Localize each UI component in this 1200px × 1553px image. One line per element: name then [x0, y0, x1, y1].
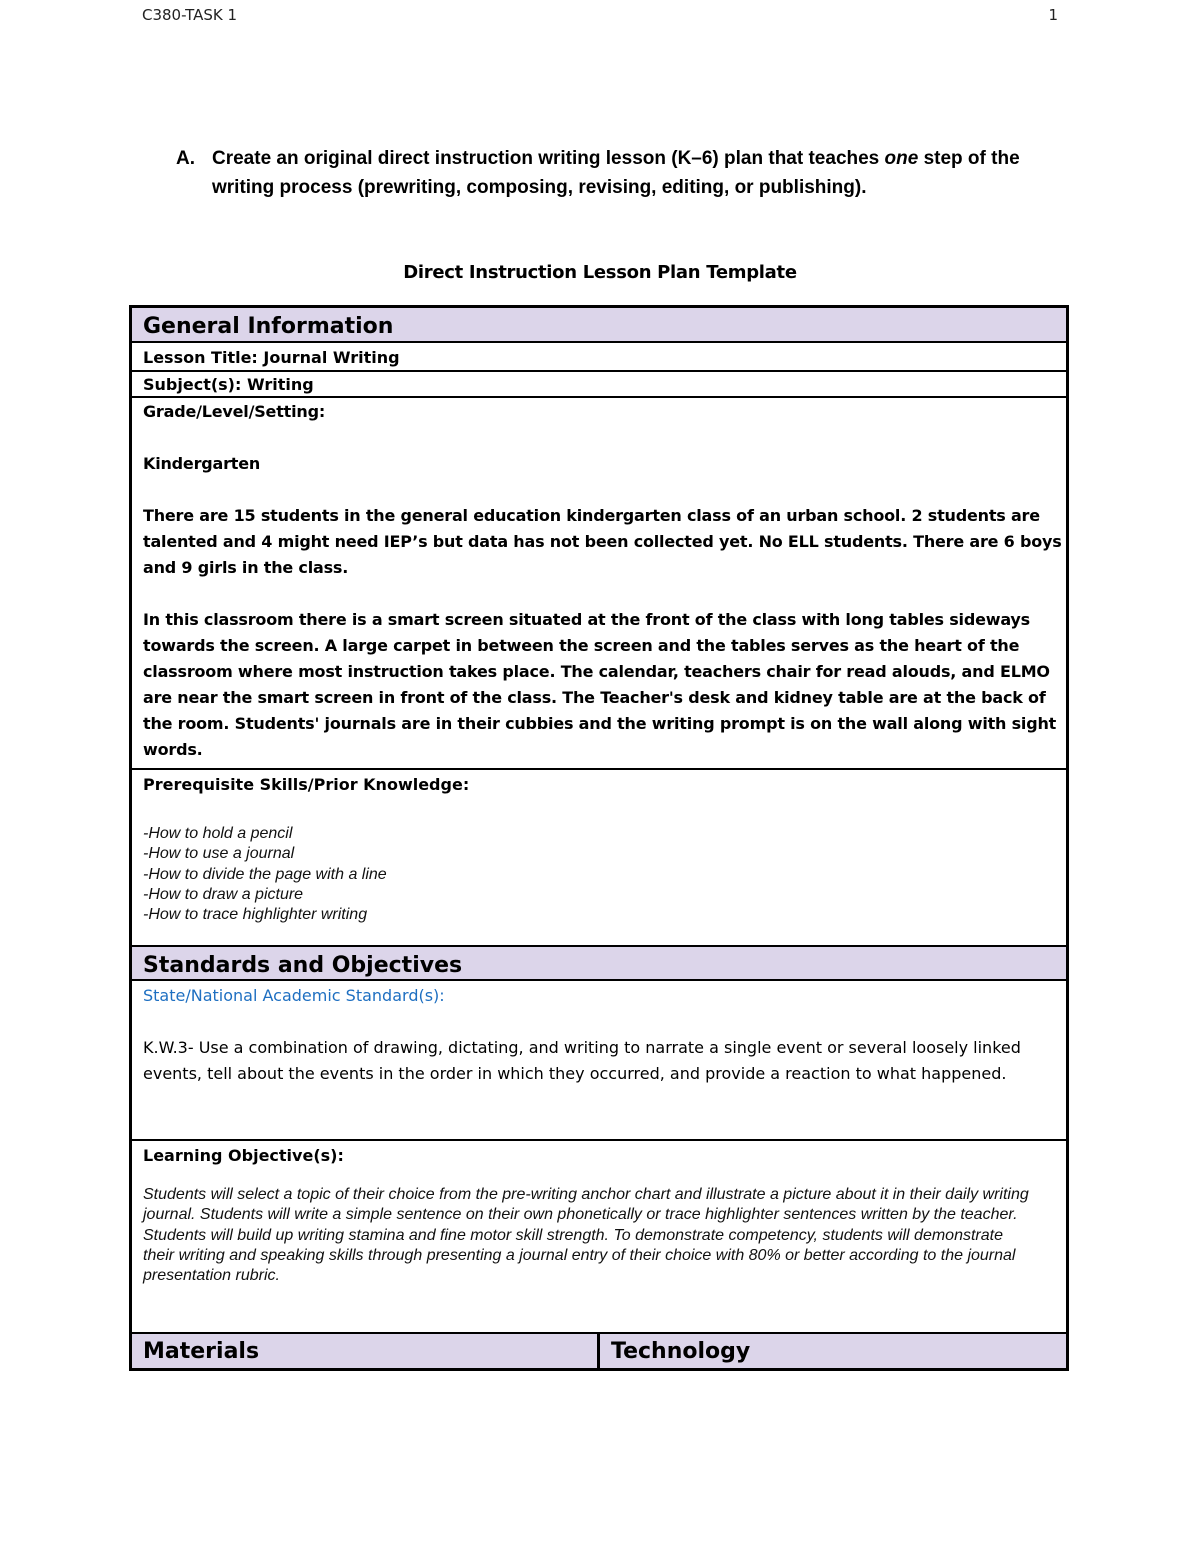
standards-objectives-heading: Standards and Objectives	[132, 947, 1066, 981]
subjects: Subject(s): Writing	[132, 372, 1066, 398]
learning-objectives	[132, 1141, 1066, 1334]
classroom-description: In this classroom there is a smart screen situated at the front of the class with long tables sideways towards the screen. A large carpet in between the screen and the tables serves as the heart of the classroom where most instruction takes place. The calendar, teachers chair for read alouds, and ELMO are near the smart screen in front of the class. The Teacher's desk and kidney table are at the back of the room. Students' journals are in their cubbies and the writing prompt is on the wall along with sight words.	[143, 610, 1057, 759]
standard-text: K.W.3- Use a combination of drawing, dictating, and writing to narrate a single event or several loosely linked events, tell about the events in the order in which they occurred, and provide a reaction to what happened.	[143, 1038, 1021, 1083]
prerequisite-skills	[132, 770, 1066, 947]
grade-value: Kindergarten	[143, 454, 261, 473]
course-code: C380-TASK 1	[142, 6, 238, 24]
list-item: -How to use a journal	[143, 845, 295, 863]
objective-text: Students will select a topic of their choice from the pre-writing anchor chart and illustrate a picture about it in their daily writing journal. Students will write a simple sentence on their own phonetically or trace highlighter sentences written by the teacher. Students will build up writing stamina and fine motor skill strength. To demonstrate competency, students will demonstrate their writing and speaking skills through presenting a journal entry of their choice with 80% or better according to the journal presentation rubric.	[143, 1186, 1029, 1285]
grade-label: Grade/Level/Setting:	[143, 402, 326, 421]
list-item: -How to divide the page with a line	[143, 865, 387, 883]
page-number: 1	[1048, 6, 1058, 24]
technology-heading: Technology	[611, 1339, 751, 1364]
materials-heading: Materials	[132, 1334, 600, 1368]
task-text-emphasis: one	[884, 148, 919, 169]
prereq-label: Prerequisite Skills/Prior Knowledge:	[143, 775, 470, 794]
list-item: -How to trace highlighter writing	[143, 906, 368, 924]
lesson-plan-table	[129, 305, 1069, 1371]
general-information-heading: General Information	[132, 308, 1066, 343]
document-title: Direct Instruction Lesson Plan Template	[403, 262, 797, 283]
prereq-list	[143, 824, 1066, 925]
materials-technology-heading	[132, 1334, 1066, 1368]
academic-standards	[132, 981, 1066, 1141]
task-letter: A.	[176, 148, 195, 169]
task-text-start: Create an original direct instruction writing lesson (K–6) plan that teaches	[212, 148, 885, 169]
task-text	[212, 144, 1066, 202]
task-instruction	[176, 144, 1066, 202]
objective-label: Learning Objective(s):	[143, 1146, 344, 1165]
task-text-end: step of the writing process (prewriting, composing, revising, editing, or publishing).	[212, 148, 1020, 198]
grade-level-setting	[132, 398, 1066, 770]
list-item: -How to draw a picture	[143, 885, 304, 903]
lesson-title: Lesson Title: Journal Writing	[132, 343, 1066, 372]
standard-label: State/National Academic Standard(s):	[143, 986, 445, 1005]
class-description: There are 15 students in the general education kindergarten class of an urban school. 2 students are talented and 4 might need IEP’s but data has not been collected yet. No ELL students. There are 6 boys and 9 girls in the class.	[143, 506, 1062, 577]
page-header	[142, 6, 1058, 26]
list-item: -How to hold a pencil	[143, 825, 293, 842]
